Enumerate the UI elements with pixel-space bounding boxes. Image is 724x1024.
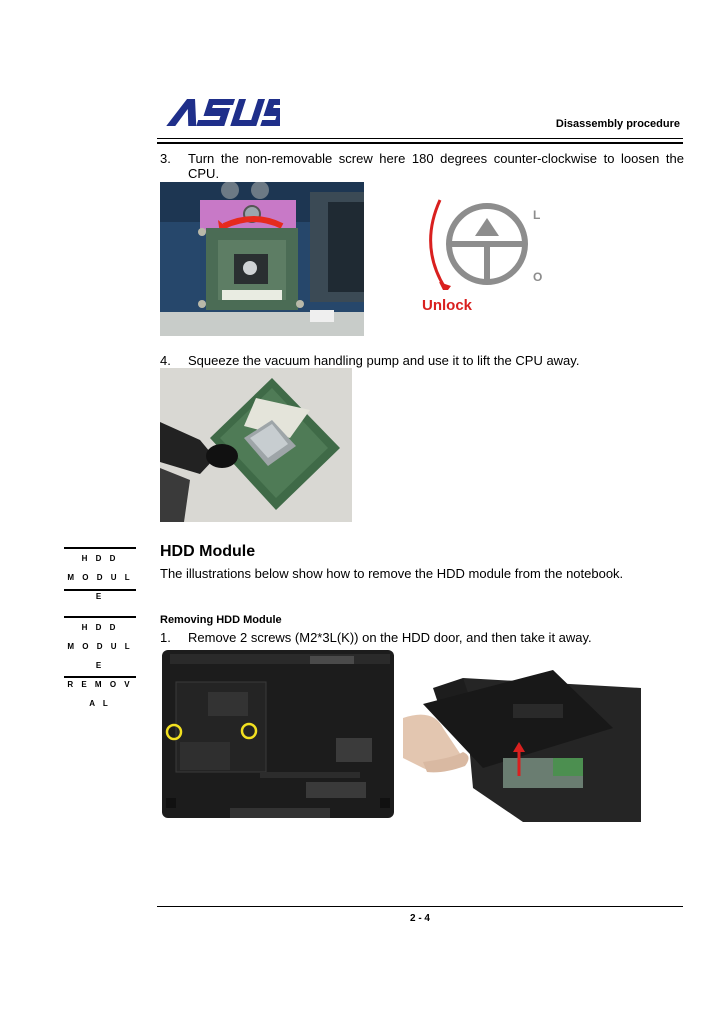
asus-logo bbox=[160, 96, 280, 130]
step-4 bbox=[160, 353, 684, 369]
side-label-hdd-module bbox=[64, 549, 136, 606]
side-label-line: R E M O V A L bbox=[67, 680, 133, 708]
step-text: Squeeze the vacuum handling pump and use it to lift the CPU away. bbox=[188, 353, 580, 368]
section-title: HDD Module bbox=[160, 543, 256, 560]
footer-rule bbox=[157, 906, 683, 907]
section-description: The illustrations below show how to remove the HDD module from the notebook. bbox=[160, 566, 624, 581]
step-text: Remove 2 screws (M2*3L(K)) on the HDD door, and then take it away. bbox=[188, 630, 592, 645]
side-label-line: H D D bbox=[81, 623, 119, 632]
cpu-socket-photo bbox=[160, 182, 364, 336]
page-number: 2 - 4 bbox=[409, 913, 430, 924]
hdd-step-1 bbox=[160, 630, 684, 646]
header-title: Disassembly procedure bbox=[555, 118, 680, 130]
header-rule-bottom bbox=[157, 142, 683, 144]
laptop-bottom-photo bbox=[160, 648, 396, 822]
side-label-line: M O D U L E bbox=[67, 573, 133, 601]
label-lock: L bbox=[533, 208, 541, 222]
header-rule-top bbox=[157, 138, 683, 139]
unlock-label: Unlock bbox=[422, 297, 473, 314]
step-number: 4. bbox=[160, 353, 171, 368]
side-label-line: H D D bbox=[81, 554, 119, 563]
hdd-door-removal-photo bbox=[403, 648, 641, 822]
step-number: 3. bbox=[160, 151, 171, 166]
subsection-title: Removing HDD Module bbox=[160, 614, 282, 626]
label-open: O bbox=[533, 270, 543, 284]
step-text: Turn the non-removable screw here 180 degrees counter-clockwise to loosen the CPU. bbox=[188, 151, 684, 181]
side-label-hdd-removal bbox=[64, 618, 136, 713]
cpu-lift-photo bbox=[160, 368, 352, 522]
side-rule-hdd-removal-bottom bbox=[64, 676, 136, 678]
unlock-diagram bbox=[415, 190, 555, 320]
step-3 bbox=[160, 151, 684, 183]
step-number: 1. bbox=[160, 630, 171, 645]
side-label-line: M O D U L E bbox=[67, 642, 133, 670]
screw-marker-icon bbox=[239, 721, 259, 741]
side-rule-hdd-module-bottom bbox=[64, 589, 136, 591]
screw-marker-icon bbox=[164, 722, 184, 742]
